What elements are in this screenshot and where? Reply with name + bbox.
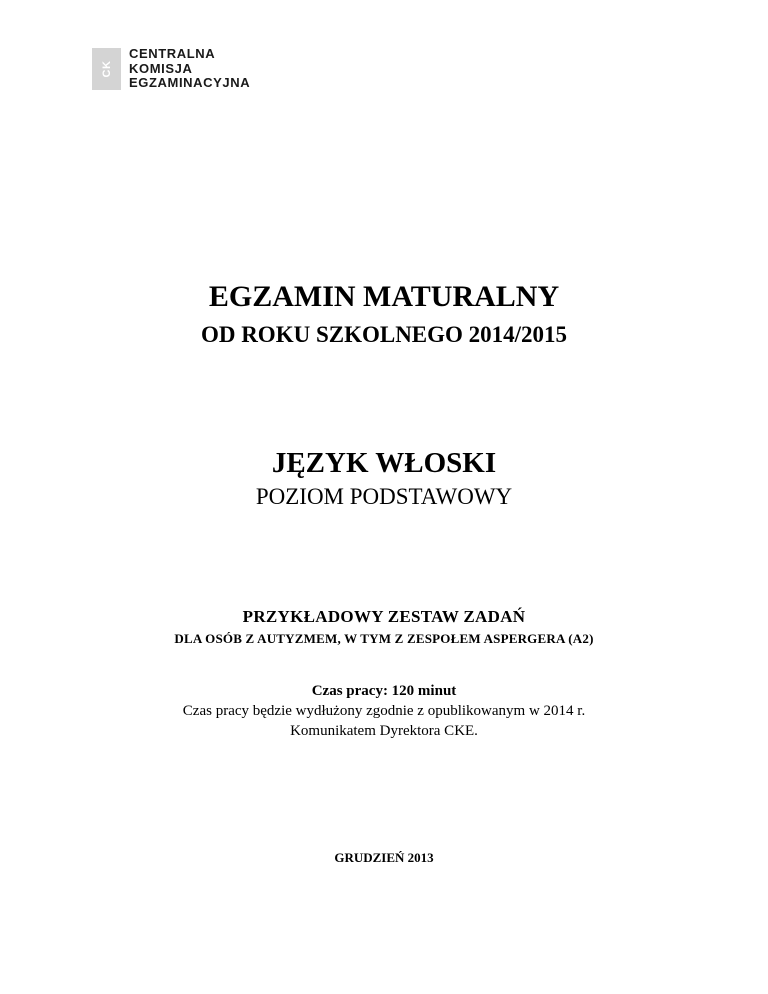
cke-logo [92,48,250,91]
exam-title: EGZAMIN MATURALNY [208,280,560,313]
logo-mark [92,48,121,90]
subject-level: POZIOM PODSTAWOWY [255,484,513,509]
logo-mark-letters: CK [100,60,113,78]
logo-line-2: KOMISJA [129,60,193,76]
publication-date: GRUDZIEŃ 2013 [334,850,434,865]
logo-text [129,47,250,91]
subject-language: JĘZYK WŁOSKI [271,447,497,479]
exam-duration: Czas pracy: 120 minut [311,683,457,699]
exam-set-audience: DLA OSÓB Z AUTYZMEM, W TYM Z ZESPOŁEM ASPERGERA (A2) [174,631,594,646]
duration-note-line-2: Komunikatem Dyrektora CKE. [290,723,478,739]
logo-line-1: CENTRALNA [129,46,216,61]
duration-note-line-1: Czas pracy będzie wydłużony zgodnie z opublikowanym w 2014 r. [182,703,586,719]
exam-set-title: PRZYKŁADOWY ZESTAW ZADAŃ [242,607,526,626]
logo-line-3: EGZAMINACYJNA [129,75,251,90]
exam-subtitle: OD ROKU SZKOLNEGO 2014/2015 [200,322,568,347]
